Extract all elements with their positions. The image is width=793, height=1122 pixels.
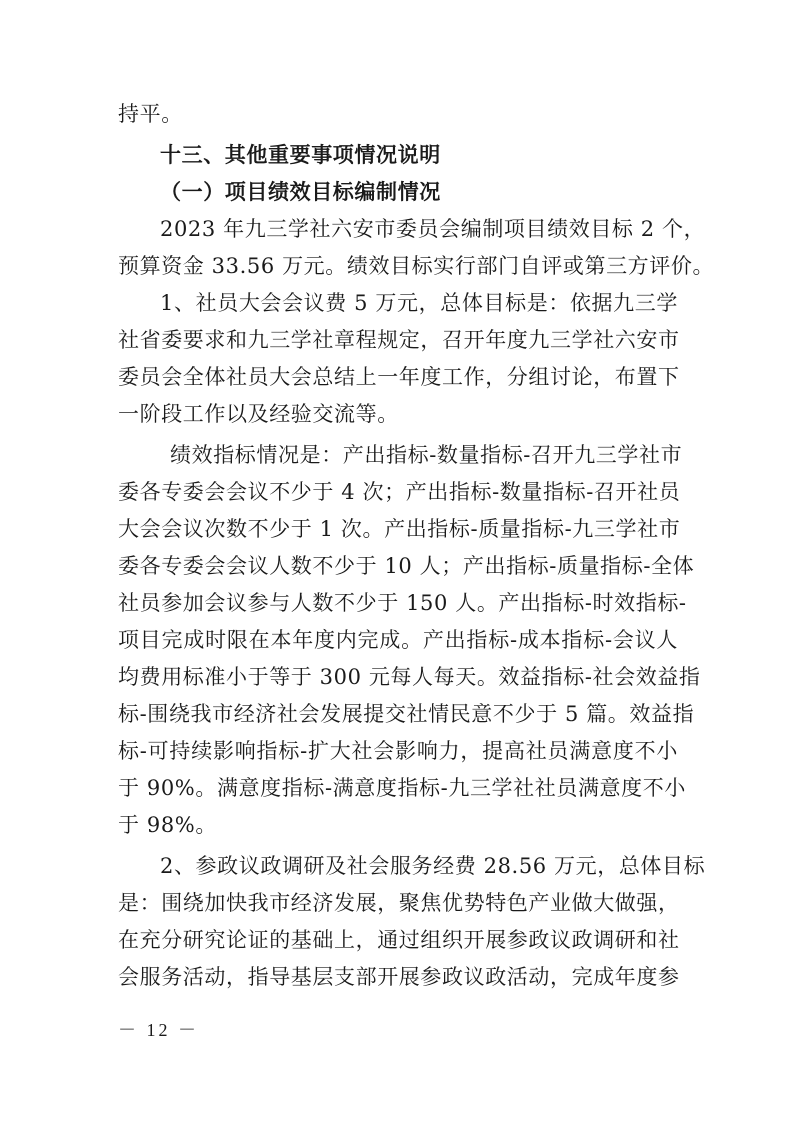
text-line: 项目完成时限在本年度内完成。产出指标-成本指标-会议人 — [118, 628, 678, 652]
text-line: 绩效指标情况是：产出指标-数量指标-召开九三学社市 — [170, 443, 683, 467]
text-line: 于 90%。满意度指标-满意度指标-九三学社社员满意度不小 — [118, 776, 686, 800]
text-line: 社员参加会议参与人数不少于 150 人。产出指标-时效指标- — [118, 591, 687, 615]
page-number: － 12 － — [118, 1020, 199, 1040]
text-line: 持平。 — [118, 102, 183, 126]
text-line: 标-可持续影响指标-扩大社会影响力，提高社员满意度不小 — [118, 739, 678, 763]
text-line: 社省委要求和九三学社章程规定，召开年度九三学社六安市 — [118, 328, 680, 352]
text-line: 标-围绕我市经济社会发展提交社情民意不少于 5 篇。效益指 — [118, 702, 695, 726]
text-line: 大会会议次数不少于 1 次。产出指标-质量指标-九三学社市 — [118, 517, 681, 541]
text-line: 委各专委会会议人数不少于 10 人；产出指标-质量指标-全体 — [118, 554, 695, 578]
text-line: 均费用标准小于等于 300 元每人每天。效益指标-社会效益指 — [118, 665, 701, 689]
text-line: 委员会全体社员大会总结上一年度工作，分组讨论，布置下 — [118, 365, 680, 389]
text-line: 委各专委会会议不少于 4 次；产出指标-数量指标-召开社员 — [118, 480, 681, 504]
text-line: 2023 年九三学社六安市委员会编制项目绩效目标 2 个， — [160, 217, 706, 241]
text-line: 会服务活动，指导基层支部开展参政议政活动，完成年度参 — [118, 965, 680, 989]
text-line: 预算资金 33.56 万元。绩效目标实行部门自评或第三方评价。 — [118, 254, 715, 278]
text-line: 2、参政议政调研及社会服务经费 28.56 万元，总体目标 — [160, 854, 706, 878]
subsection-heading: （一）项目绩效目标编制情况 — [160, 180, 441, 204]
section-heading: 十三、其他重要事项情况说明 — [160, 143, 441, 167]
text-line: 在充分研究论证的基础上，通过组织开展参政议政调研和社 — [118, 928, 680, 952]
document-body — [118, 96, 715, 996]
text-line: 一阶段工作以及经验交流等。 — [118, 402, 399, 426]
text-line: 是：围绕加快我市经济发展，聚焦优势特色产业做大做强， — [118, 891, 680, 915]
text-line: 于 98%。 — [118, 813, 217, 837]
text-line: 1、社员大会会议费 5 万元，总体目标是：依据九三学 — [160, 291, 678, 315]
